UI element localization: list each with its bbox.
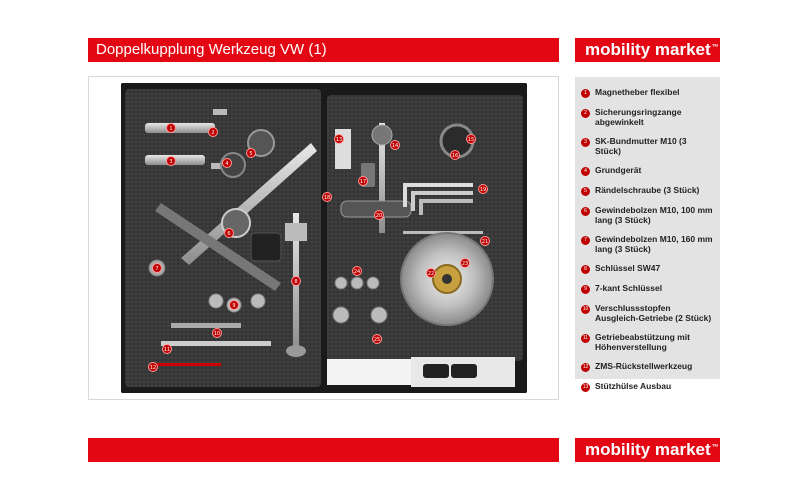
callout-label: 2 [211, 130, 215, 136]
callout-label: 8 [294, 279, 298, 285]
page-title: Doppelkupplung Werkzeug VW (1) [88, 38, 559, 62]
legend-item [581, 332, 714, 352]
callout-label: 19 [479, 187, 487, 193]
legend-item [581, 263, 714, 274]
legend-number-marker: 8 [581, 265, 590, 274]
brand-tm: ™ [711, 444, 719, 451]
footer-bar [88, 438, 559, 462]
brand-tm: ™ [711, 44, 719, 51]
callout-label: 22 [427, 271, 435, 277]
callout-label: 25 [373, 337, 381, 343]
callout-label: 23 [461, 261, 469, 267]
legend-number-marker: 1 [581, 89, 590, 98]
callout-label: 3 [169, 159, 173, 165]
legend-label: Sicherungsringzange abgewinkelt [595, 107, 682, 127]
callout-label: 21 [481, 239, 489, 245]
legend-label: ZMS-Rückstellwerkzeug [595, 361, 693, 371]
legend-label: Gewindebolzen M10, 100 mm lang (3 Stück) [595, 205, 713, 225]
legend-item [581, 185, 714, 196]
tool-case-photo [121, 83, 527, 393]
legend-label: Getriebeabstützung mit Höhenverstellung [595, 332, 690, 352]
brand-name: mobility market [585, 440, 711, 459]
legend-label: Grundgerät [595, 165, 642, 175]
legend-label: Stützhülse Ausbau [595, 381, 672, 391]
legend-item [581, 283, 714, 294]
brand-logo-top [575, 38, 720, 62]
legend-item [581, 303, 714, 323]
brand-name: mobility market [585, 40, 711, 59]
callout-label: 6 [227, 231, 231, 237]
tool-case-illustration [121, 83, 527, 393]
brand-logo-bottom [575, 438, 720, 462]
callout-label: 18 [323, 195, 331, 201]
callout-label: 20 [375, 213, 383, 219]
legend-item [581, 107, 714, 127]
callout-label: 16 [451, 153, 459, 159]
parts-legend [575, 77, 720, 391]
legend-number-marker: 2 [581, 109, 590, 118]
callout-label: 12 [149, 365, 157, 371]
callout-label: 11 [163, 347, 171, 353]
legend-item [581, 87, 714, 98]
legend-item [581, 165, 714, 176]
legend-label: Magnetheber flexibel [595, 87, 680, 97]
legend-item [581, 234, 714, 254]
callout-label: 5 [249, 151, 253, 157]
legend-number-marker: 11 [582, 335, 589, 341]
callout-label: 1 [169, 126, 173, 132]
callout-label: 17 [359, 179, 367, 185]
photo-frame [88, 76, 559, 400]
legend-label: Rändelschraube (3 Stück) [595, 185, 700, 195]
callout-label: 7 [155, 266, 159, 272]
legend-number-marker: 7 [581, 236, 590, 245]
legend-item [581, 136, 714, 156]
legend-label: Verschlussstopfen Ausgleich-Getriebe (2 Stück) [595, 303, 712, 323]
legend-number-marker: 9 [581, 285, 590, 294]
callout-label: 9 [232, 303, 236, 309]
legend-number-marker: 6 [581, 207, 590, 216]
callout-label: 13 [335, 137, 343, 143]
legend-number-marker: 12 [582, 364, 589, 370]
callout-label: 10 [213, 331, 221, 337]
legend-label: Schlüssel SW47 [595, 263, 661, 273]
legend-item [581, 361, 714, 372]
callout-label: 15 [467, 137, 475, 143]
callout-label: 4 [225, 161, 229, 167]
legend-number-marker: 3 [581, 138, 590, 147]
legend-label: 7-kant Schlüssel [595, 283, 663, 293]
callout-label: 14 [391, 143, 399, 149]
legend-number-marker: 4 [581, 167, 590, 176]
legend-number-marker: 10 [582, 306, 589, 312]
legend-number-marker: 13 [582, 384, 589, 390]
legend-item [581, 205, 714, 225]
callout-label: 24 [353, 269, 361, 275]
legend-label: Gewindebolzen M10, 160 mm lang (3 Stück) [595, 234, 713, 254]
legend-label: SK-Bundmutter M10 (3 Stück) [595, 136, 687, 156]
legend-item [581, 381, 714, 392]
legend-number-marker: 5 [581, 187, 590, 196]
